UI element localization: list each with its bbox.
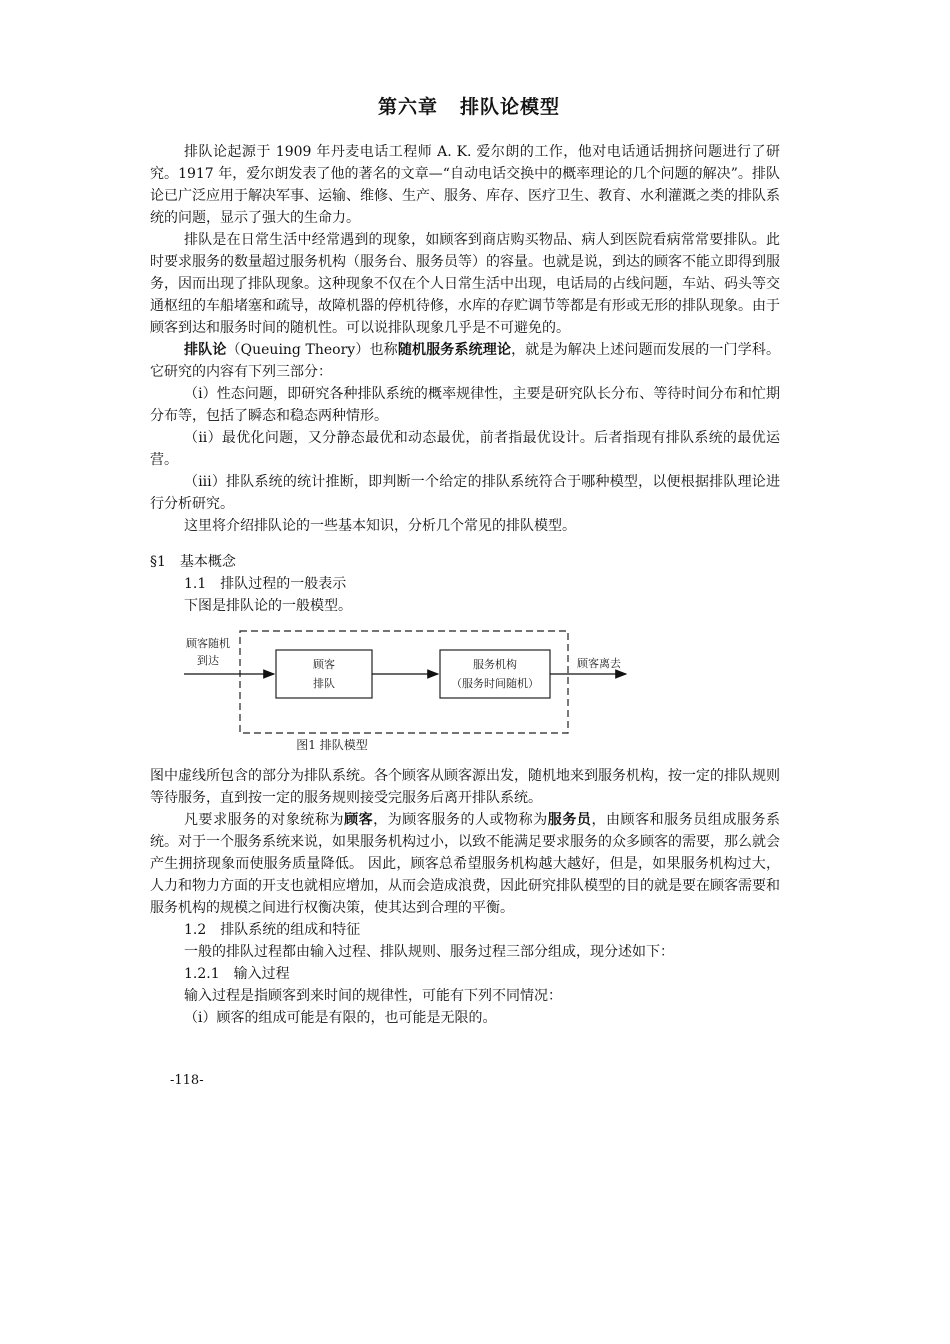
paragraph-text: ，为顾客服务的人或物称为 [373,812,548,828]
queue-box-line1: 顾客 [313,658,335,671]
body-text [150,141,780,1029]
queue-model-figure [150,625,780,755]
subsection-number: 1.2 [184,922,207,938]
term-queuing-theory: 排队论 [184,342,227,358]
paragraph-text: ，就是为解决上述问题而发展的一门学科。它研究的内容有下列三部分： [150,342,781,380]
list-item-customer-composition: （i）顾客的组成可能是有限的，也可能是无限的。 [184,1010,497,1026]
chapter-name: 排队论模型 [460,96,561,118]
paragraph-intro-history: 排队论起源于 1909 年丹麦电话工程师 A. K. 爱尔朗的工作，他对电话通话拥挤问题进行了研究。1917 年，爱尔朗发表了他的著名的文章—“自动电话交换中的概率理论的几个问题的解决”。排队论已广泛应用于解决军事、运输、维修、生产、服务、库存、医疗卫生、教育、水利灌溉之类的排队系统的问题，显示了强大的生命力。 [150,144,780,226]
queue-model-diagram [150,625,780,755]
subsection-title: 排队系统的组成和特征 [220,922,361,938]
paragraph-text: （Queuing Theory）也称 [226,342,398,358]
paragraph-customer-server [150,809,780,919]
list-item-inference: （iii）排队系统的统计推断，即判断一个给定的排队系统符合于哪种模型，以便根据排队理论进行分析研究。 [150,474,780,512]
output-label: 顾客离去 [577,657,621,670]
section-title: 基本概念 [179,554,236,570]
paragraph-queuing-theory [150,339,780,383]
subsection-heading [150,919,780,941]
page-number: -118- [170,1073,204,1088]
term-random-service: 随机服务系统理论 [397,342,512,358]
paragraph-text: ，由顾客和服务员组成服务系统。对于一个服务系统来说，如果服务机构过小，以致不能满足要求服务的众多顾客的需要，那么就会产生拥挤现象而使服务质量降低。 因此，顾客总希望服务机构越大越好，但是，如果服务机构过大，人力和物力方面的开支也就相应增加，从而会造成浪费，因此研究排队模型的目的就是要在顾客需要和服务机构的规模之间进行权衡决策，使其达到合理的平衡。 [150,812,781,916]
figure-caption: 图1 排队模型 [296,738,368,752]
input-label-line1: 顾客随机 [186,637,230,650]
paragraph-figure-intro: 下图是排队论的一般模型。 [184,598,352,614]
term-server: 服务员 [547,812,592,828]
list-item-behavior: （i）性态问题，即研究各种排队系统的概率规律性，主要是研究队长分布、等待时间分布和忙期分布等，包括了瞬态和稳态两种情形。 [150,386,780,424]
paragraph-figure-explanation: 图中虚线所包含的部分为排队系统。各个顾客从顾客源出发，随机地来到服务机构，按一定的排队规则等待服务，直到按一定的服务规则接受完服务后离开排队系统。 [150,768,780,806]
subsubsection-number: 1.2.1 [184,966,220,982]
paragraph-process-parts: 一般的排队过程都由输入过程、排队规则、服务过程三部分组成，现分述如下： [184,944,674,960]
queue-box-line2: 排队 [313,677,335,690]
term-customer: 顾客 [344,812,374,828]
section-heading [150,551,780,573]
subsubsection-title: 输入过程 [233,966,290,982]
subsection-title: 排队过程的一般表示 [220,576,347,592]
subsubsection-heading [150,963,780,985]
subsection-number: 1.1 [184,576,207,592]
chapter-number: 第六章 [377,96,438,118]
service-box-line1: 服务机构 [473,658,517,671]
paragraph-queue-phenomenon: 排队是在日常生活中经常遇到的现象，如顾客到商店购买物品、病人到医院看病常常要排队。此时要求服务的数量超过服务机构（服务台、服务员等）的容量。也就是说，到达的顾客不能立即得到服务，因而出现了排队现象。这种现象不仅在个人日常生活中出现，电话局的占线问题，车站、码头等交通枢纽的车船堵塞和疏导，故障机器的停机待修，水库的存贮调节等都是有形或无形的排队现象。由于顾客到达和服务时间的随机性。可以说排队现象几乎是不可避免的。 [150,232,780,336]
input-label-line2: 到达 [197,654,219,667]
paragraph-overview: 这里将介绍排队论的一些基本知识，分析几个常见的排队模型。 [184,518,576,534]
list-item-optimization: （ii）最优化问题，又分静态最优和动态最优，前者指最优设计。后者指现有排队系统的最优运营。 [150,430,780,468]
paragraph-text: 凡要求服务的对象统称为 [184,812,345,828]
paragraph-input-process: 输入过程是指顾客到来时间的规律性，可能有下列不同情况： [184,988,562,1004]
service-box-line2: （服务时间随机） [451,677,539,690]
subsection-heading [150,573,780,595]
chapter-title [0,92,938,119]
section-number: §1 [150,554,166,570]
